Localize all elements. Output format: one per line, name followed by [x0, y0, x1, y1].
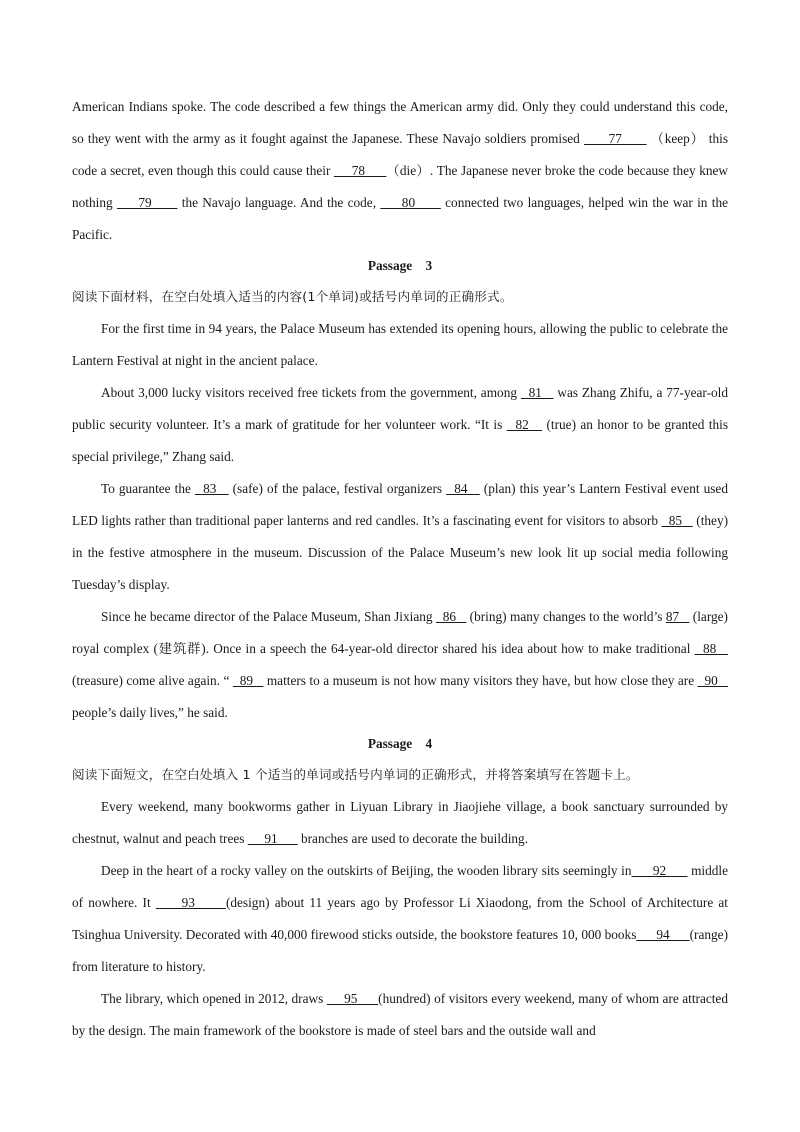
blank-81[interactable]: 81	[520, 385, 554, 400]
blank-83[interactable]: 83	[194, 481, 229, 496]
blank-93[interactable]: 93	[155, 895, 226, 910]
blank-94[interactable]: 94	[636, 927, 690, 942]
passage-title: Passage 3	[367, 258, 433, 273]
blank-87[interactable]: 87	[665, 609, 690, 624]
blank-85[interactable]: 85	[661, 513, 693, 528]
paragraph: Deep in the heart of a rocky valley on the outskirts of Beijing, the wooden library sits seemingly in 92 middle of nowhere. It 93 (design) about 11 years ago by Professor Li Xiaodong, from the School of Architecture at Tsinghua University. Decorated with 40,000 firewood sticks outside, the bookstore features 10, 000 books 94 (range) from literature to history.	[72, 863, 728, 974]
blank-82[interactable]: 82	[506, 417, 543, 432]
blank-78[interactable]: 78	[333, 163, 387, 178]
paragraph: American Indians spoke. The code described a few things the American army did. Only they could understand this code, so they went with the army as it fought against the Japanese. These Navajo soldiers promised 77 （keep） this code a secret, even though this could cause their 78 （die）. The Japanese never broke the code because they knew nothing 79 the Navajo language. And the code, 80 connected two languages, helped win the war in the Pacific.	[72, 99, 729, 242]
paragraph: Since he became director of the Palace Museum, Shan Jixiang 86 (bring) many changes to the world’s 87 (large) royal complex (建筑群). Once in a speech the 64-year-old director shared his idea about how to make traditional 88 (treasure) come alive again. “ 89 matters to a museum is not how many visitors they have, but how close they are 90 people’s daily lives,” he said.	[72, 609, 729, 720]
passage-3	[72, 251, 728, 729]
passage-title: Passage 4	[367, 736, 433, 751]
paragraph: About 3,000 lucky visitors received free tickets from the government, among 81 was Zhang Zhifu, a 77-year-old public security volunteer. It’s a mark of gratitude for her volunteer work. “It is 82 (true) an honor to be granted this special privilege,” Zhang said.	[72, 385, 729, 464]
blank-80[interactable]: 80	[380, 195, 441, 210]
blank-86[interactable]: 86	[435, 609, 467, 624]
blank-77[interactable]: 77	[583, 131, 647, 146]
blank-91[interactable]: 91	[247, 831, 298, 846]
instruction: 阅读下面材料，在空白处填入适当的内容(1个单词)或括号内单词的正确形式。	[72, 289, 513, 304]
passage-2-tail	[72, 91, 728, 251]
instruction: 阅读下面短文，在空白处填入 1 个适当的单词或括号内单词的正确形式，并将答案填写在答题卡上。	[72, 767, 639, 782]
blank-88[interactable]: 88	[694, 641, 729, 656]
passage-4	[72, 729, 728, 1047]
blank-84[interactable]: 84	[446, 481, 480, 496]
paragraph: The library, which opened in 2012, draws 95 (hundred) of visitors every weekend, many of whom are attracted by the design. The main framework of the bookstore is made of steel bars and the outside wall and	[72, 991, 728, 1038]
blank-79[interactable]: 79	[116, 195, 178, 210]
blank-92[interactable]: 92	[631, 863, 688, 878]
paragraph: For the first time in 94 years, the Palace Museum has extended its opening hours, allowing the public to celebrate the Lantern Festival at night in the ancient palace.	[72, 321, 728, 368]
paragraph: To guarantee the 83 (safe) of the palace, festival organizers 84 (plan) this year’s Lantern Festival event used LED lights rather than traditional paper lanterns and red candles. It’s a fascinating event for visitors to absorb 85 (they) in the festive atmosphere in the museum. Discussion of the Palace Museum’s new look lit up social media following Tuesday’s display.	[72, 481, 729, 592]
blank-89[interactable]: 89	[232, 673, 264, 688]
blank-90[interactable]: 90	[697, 673, 729, 688]
paragraph: Every weekend, many bookworms gather in Liyuan Library in Jiaojiehe village, a book sanctuary surrounded by chestnut, walnut and peach trees 91 branches are used to decorate the building.	[72, 799, 728, 846]
blank-95[interactable]: 95	[326, 991, 379, 1006]
